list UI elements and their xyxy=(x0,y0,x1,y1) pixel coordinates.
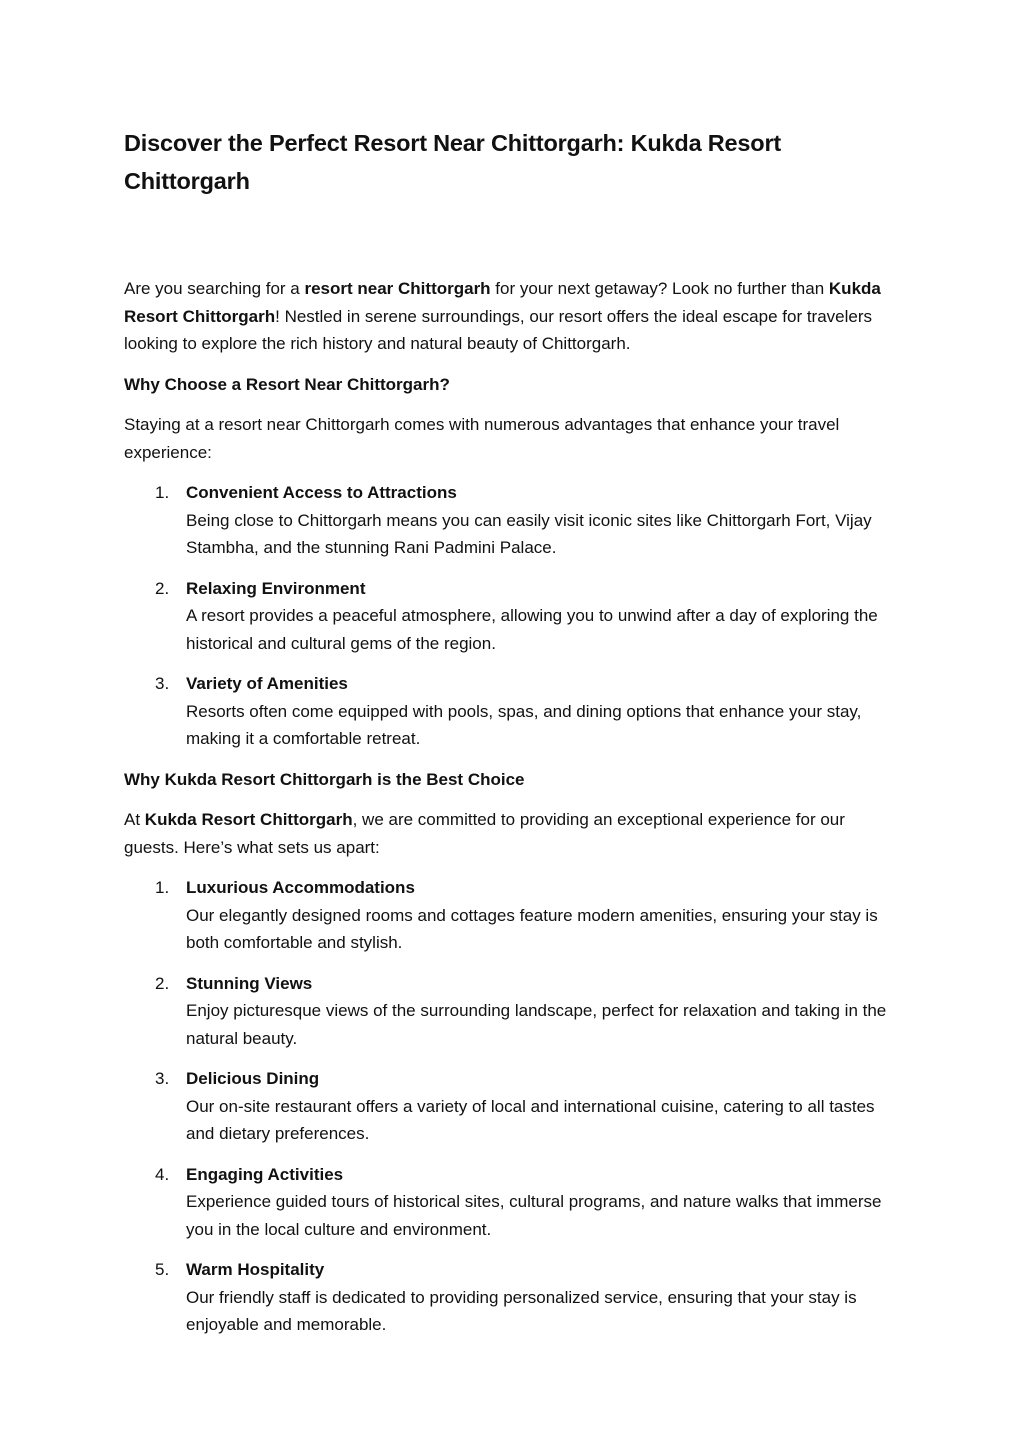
list-item-number: 2. xyxy=(155,578,170,598)
list-item-description: Our on-site restaurant offers a variety of local and international cuisine, catering to all tastes and dietary preferences. xyxy=(186,1096,875,1143)
list-item-title: Relaxing Environment xyxy=(186,578,366,598)
list-item-number: 3. xyxy=(155,1069,170,1088)
document-page xyxy=(124,124,900,1339)
document-body xyxy=(124,275,900,1339)
list-item-description: Resorts often come equipped with pools, spas, and dining options that enhance your stay, making it a comfortable retreat. xyxy=(186,701,862,748)
intro-text-3: ! Nestled in serene surroundings, our resort offers the ideal escape for travelers looking to explore the rich history and natural beauty of Chittorgarh. xyxy=(124,306,873,353)
page-title: Discover the Perfect Resort Near Chittorgarh: Kukda Resort Chittorgarh xyxy=(124,130,782,194)
list-item-title: Engaging Activities xyxy=(186,1164,344,1184)
list-item-title: Delicious Dining xyxy=(186,1069,320,1088)
intro-text-2: for your next getaway? Look no further than xyxy=(490,279,829,298)
list-item xyxy=(124,670,900,753)
list-item-title: Warm Hospitality xyxy=(186,1260,325,1279)
advantages-list xyxy=(124,479,900,753)
list-item-title: Stunning Views xyxy=(186,973,313,993)
list-item-description: Enjoy picturesque views of the surrounding landscape, perfect for relaxation and taking in the natural beauty. xyxy=(186,1001,887,1048)
section-paragraph-why-choose: Staying at a resort near Chittorgarh comes with numerous advantages that enhance your travel experience: xyxy=(124,415,840,462)
intro-bold-keyword: resort near Chittorgarh xyxy=(304,279,491,298)
list-item-title: Convenient Access to Attractions xyxy=(186,483,457,502)
intro-paragraph xyxy=(124,275,900,358)
features-list xyxy=(124,874,900,1339)
list-item-number: 3. xyxy=(155,674,170,693)
list-item-number: 5. xyxy=(155,1260,170,1279)
list-item-title: Luxurious Accommodations xyxy=(186,878,415,897)
list-item xyxy=(124,1256,900,1339)
section-paragraph-best-choice xyxy=(124,806,900,861)
list-item xyxy=(124,575,900,658)
list-item xyxy=(124,1065,900,1148)
list-item-number: 1. xyxy=(155,483,170,502)
list-item-description: Our friendly staff is dedicated to providing personalized service, ensuring that your stay is enjoyable and memorable. xyxy=(186,1287,857,1334)
list-item-description: Experience guided tours of historical sites, cultural programs, and nature walks that immerse you in the local culture and environment. xyxy=(186,1192,882,1239)
intro-bold-resort-name: Kukda Resort Chittorgarh xyxy=(124,279,881,326)
list-item xyxy=(124,479,900,562)
list-item xyxy=(124,874,900,957)
best-choice-bold-resort-name: Kukda Resort Chittorgarh xyxy=(144,810,353,829)
list-item xyxy=(124,970,900,1053)
list-item xyxy=(124,1161,900,1244)
section-heading-why-choose: Why Choose a Resort Near Chittorgarh? xyxy=(124,374,450,394)
list-item-number: 4. xyxy=(155,1164,170,1184)
intro-text-1: Are you searching for a xyxy=(124,279,305,298)
list-item-description: A resort provides a peaceful atmosphere, allowing you to unwind after a day of exploring the historical and cultural gems of the region. xyxy=(186,606,878,653)
section-heading-best-choice: Why Kukda Resort Chittorgarh is the Best Choice xyxy=(124,769,525,789)
best-choice-text-1: At xyxy=(124,810,145,829)
list-item-description: Being close to Chittorgarh means you can easily visit iconic sites like Chittorgarh Fort, Vijay Stambha, and the stunning Rani Padmini Palace. xyxy=(186,510,872,557)
best-choice-text-2: , we are committed to providing an exceptional experience for our guests. Here’s what sets us apart: xyxy=(124,810,845,857)
list-item-number: 1. xyxy=(155,878,170,897)
list-item-number: 2. xyxy=(155,973,170,993)
list-item-title: Variety of Amenities xyxy=(186,674,348,693)
list-item-description: Our elegantly designed rooms and cottages feature modern amenities, ensuring your stay is both comfortable and stylish. xyxy=(186,905,878,952)
